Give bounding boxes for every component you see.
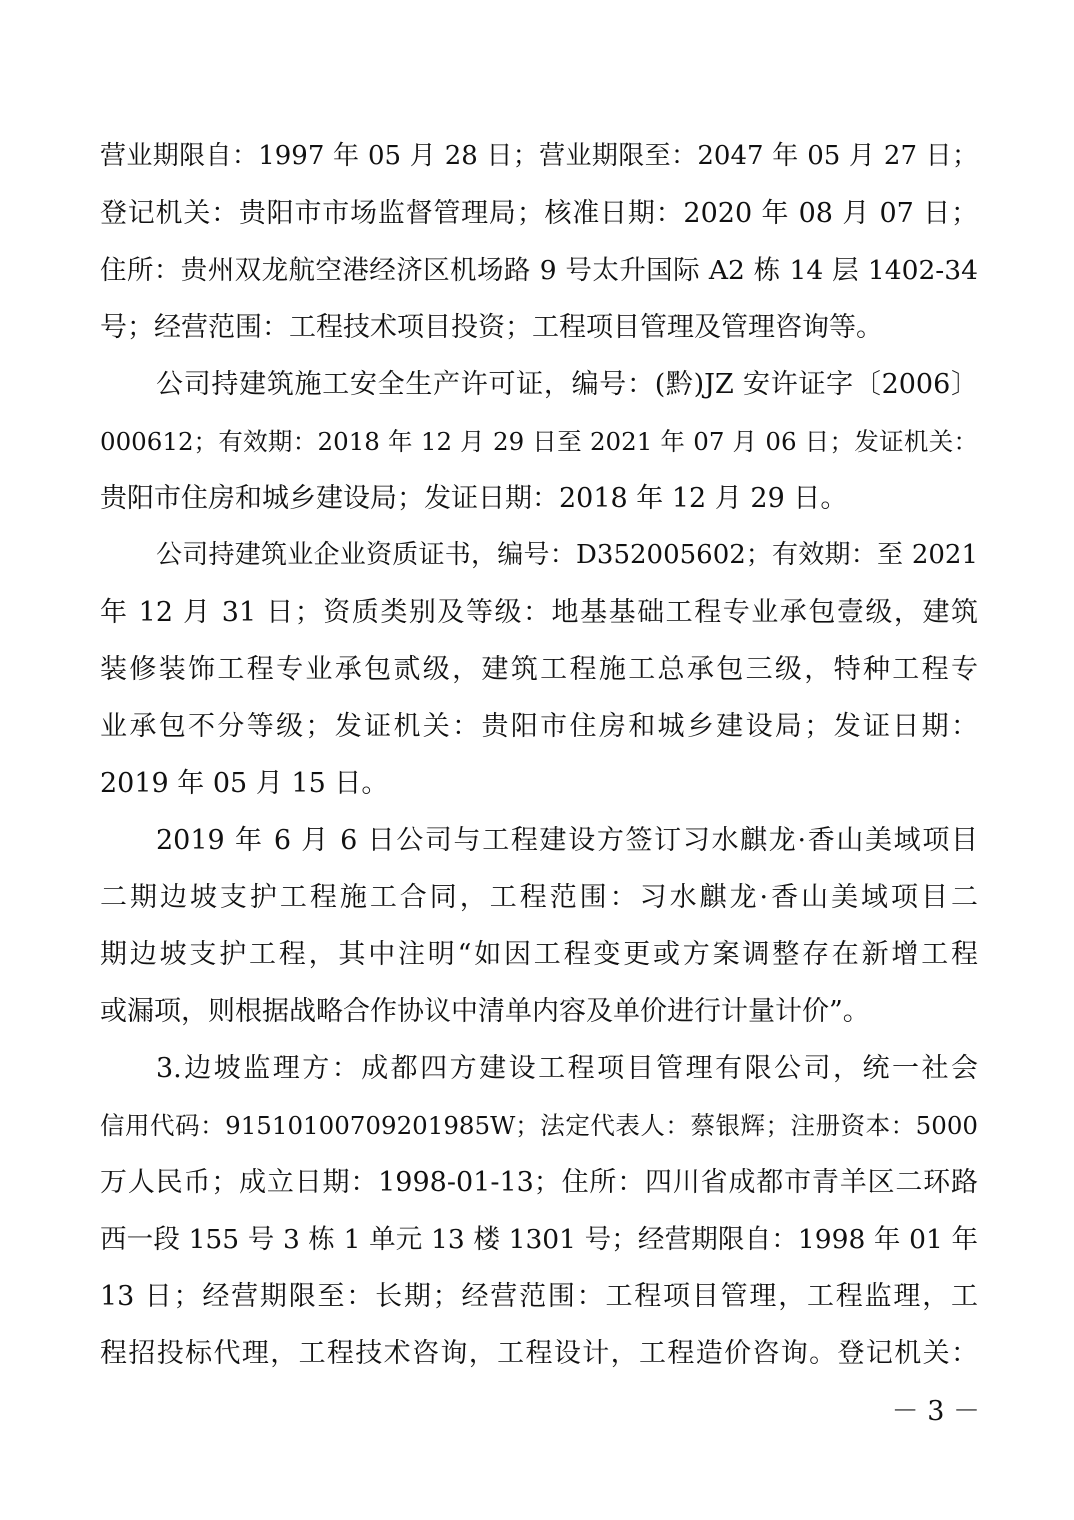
text-line: 程招投标代理，工程技术咨询，工程设计，工程造价咨询。登记机关：	[100, 1338, 978, 1369]
text-line: 公司持建筑业企业资质证书，编号：D352005602；有效期：至 2021	[156, 540, 978, 570]
page-number: － 3 －	[891, 1396, 980, 1427]
text-line: 登记机关：贵阳市市场监督管理局；核准日期：2020 年 08 月 07 日；	[100, 198, 978, 229]
text-line: 住所：贵州双龙航空港经济区机场路 9 号太升国际 A2 栋 14 层 1402-34	[100, 255, 978, 286]
text-line: 000612；有效期：2018 年 12 月 29 日至 2021 年 07 月 06 日；发证机关：	[100, 427, 978, 456]
text-line: 13 日；经营期限至：长期；经营范围：工程项目管理，工程监理，工	[100, 1281, 978, 1312]
text-line: 3.边坡监理方：成都四方建设工程项目管理有限公司，统一社会	[156, 1053, 978, 1084]
text-line: 或漏项，则根据战略合作协议中清单内容及单价进行计量计价”。	[100, 996, 870, 1027]
text-line: 年 12 月 31 日；资质类别及等级：地基基础工程专业承包壹级，建筑	[100, 597, 978, 628]
text-line: 二期边坡支护工程施工合同，工程范围：习水麒龙·香山美域项目二	[100, 882, 978, 913]
text-line: 期边坡支护工程，其中注明“如因工程变更或方案调整存在新增工程	[100, 939, 978, 970]
text-line: 2019 年 6 月 6 日公司与工程建设方签订习水麒龙·香山美域项目	[156, 825, 978, 856]
text-line: 营业期限自：1997 年 05 月 28 日；营业期限至：2047 年 05 月 27 日；	[100, 141, 978, 171]
text-line: 公司持建筑施工安全生产许可证，编号：(黔)JZ 安许证字〔2006〕	[156, 369, 978, 400]
text-line: 贵阳市住房和城乡建设局；发证日期：2018 年 12 月 29 日。	[100, 483, 848, 514]
text-line: 号；经营范围：工程技术项目投资；工程项目管理及管理咨询等。	[100, 312, 883, 343]
text-line: 万人民币；成立日期：1998-01-13；住所：四川省成都市青羊区二环路	[100, 1167, 978, 1198]
text-line: 西一段 155 号 3 栋 1 单元 13 楼 1301 号；经营期限自：1998 年 01 年	[100, 1224, 978, 1255]
text-line: 2019 年 05 月 15 日。	[100, 768, 389, 799]
text-line: 装修装饰工程专业承包贰级，建筑工程施工总承包三级，特种工程专	[100, 654, 978, 685]
body-text	[100, 128, 978, 1382]
text-line: 业承包不分等级；发证机关：贵阳市住房和城乡建设局；发证日期：	[100, 711, 978, 742]
text-line: 信用代码：91510100709201985W；法定代表人：蔡银辉；注册资本：5000	[100, 1111, 978, 1140]
